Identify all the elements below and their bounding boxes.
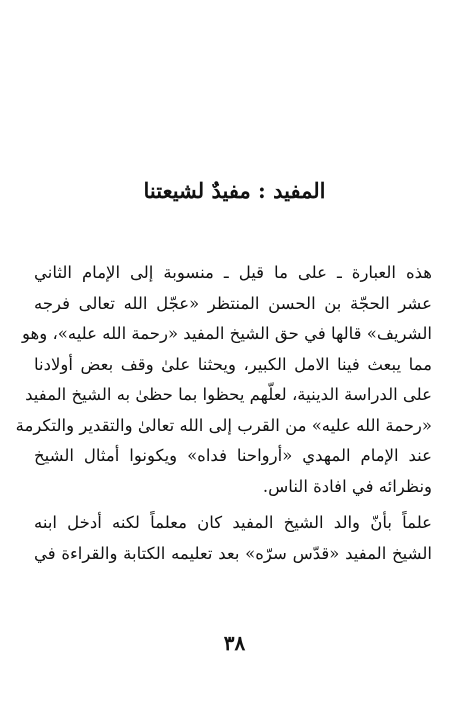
text-line: هذه العبارة ـ على ما قيل ـ منسوبة إلى الإمام الثاني [34, 263, 432, 282]
paragraph [15, 258, 432, 502]
text-line: مما يبعث فينا الامل الكبير، ويحثنا علىٰ وقف بعض أولادنا [34, 354, 432, 374]
paragraph [34, 508, 432, 569]
text-line: الشيخ المفيد «قدّس سرّه» بعد تعليمه الكتابة والقراءة في [34, 543, 432, 563]
page-number: ٣٨ [223, 631, 246, 655]
text-line: على الدراسة الدينية، لعلّهم يحظوا بما حظىٰ به الشيخ المفيد [25, 385, 432, 404]
text-line: علماً بأنّ والد الشيخ المفيد كان معلماً لكنه أدخل ابنه [34, 513, 432, 532]
text-line: ونظرائه في افادة الناس. [262, 476, 432, 496]
text-line: عشر الحجّة بن الحسن المنتظر «عجّل الله تعالى فرجه [34, 293, 432, 313]
text-line: عند الإمام المهدي «أرواحنا فداه» ويكونوا أمثال الشيخ [34, 446, 432, 465]
body-text [15, 258, 432, 569]
section-heading: المفيد : مفيدٌ لشيعتنا [143, 178, 326, 203]
text-line: الشريف» قالها في حق الشيخ المفيد «رحمة الله عليه»، وهو [22, 324, 432, 343]
text-line: «رحمة الله عليه» من القرب إلى الله تعالىٰ والتقدير والتكرمة [15, 415, 432, 435]
